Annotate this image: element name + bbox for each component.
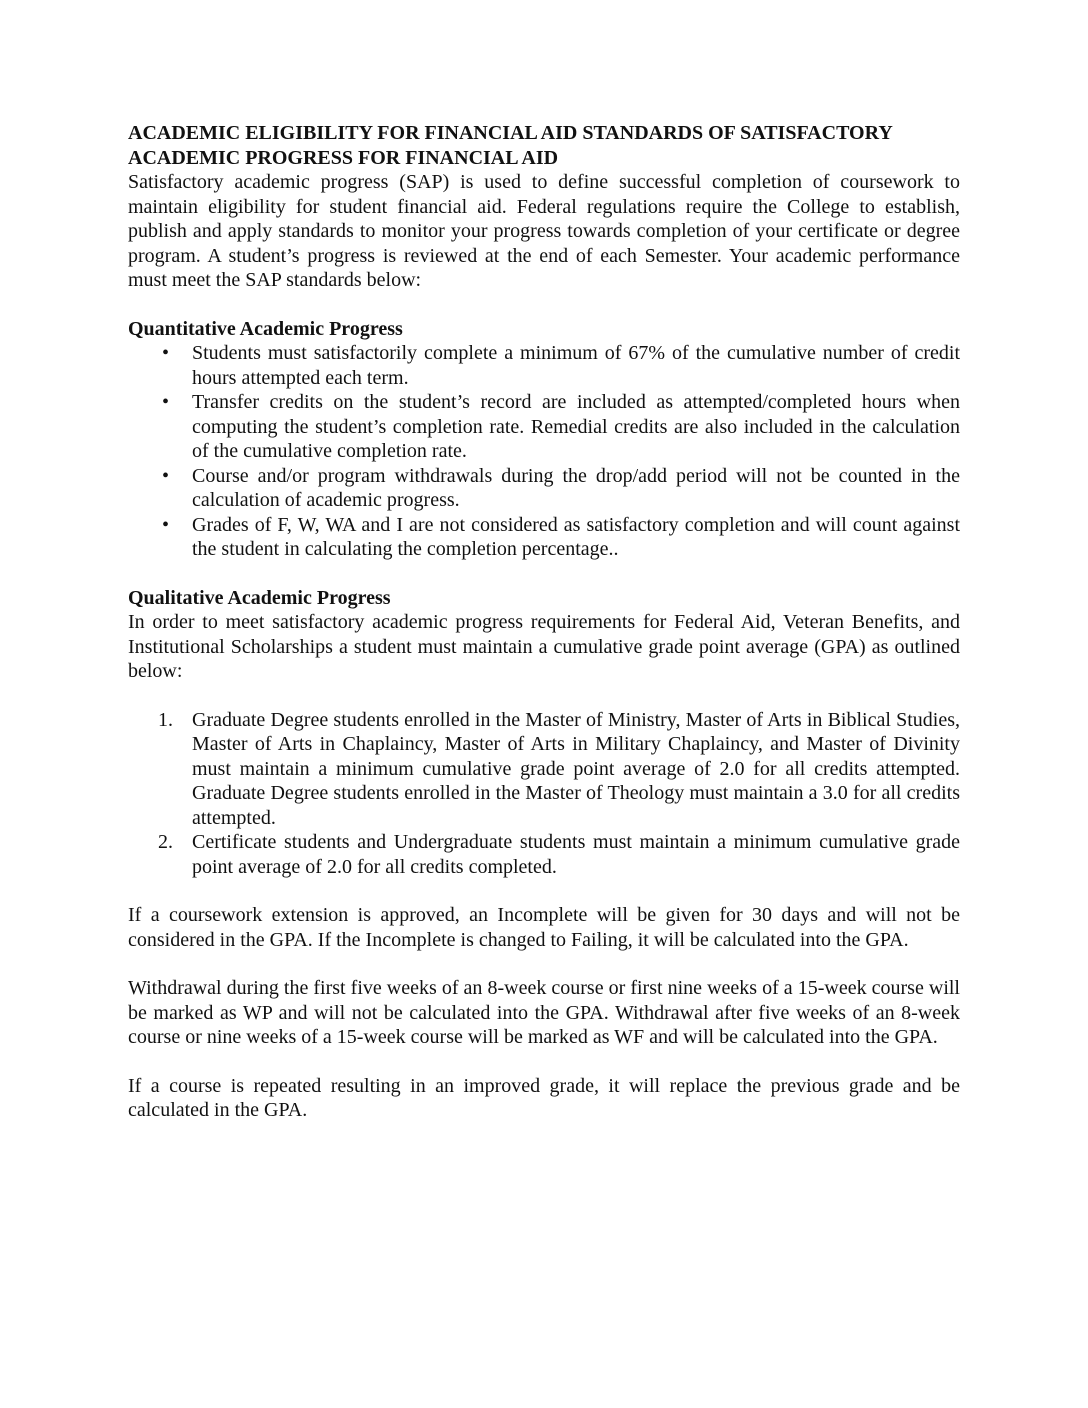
bullet-icon: •	[162, 391, 170, 413]
list-item-text: Course and/or program withdrawals during the drop/add period will not be counted in the calculation of academic progress.	[192, 464, 960, 511]
bullet-icon: •	[162, 464, 170, 487]
list-item	[128, 830, 960, 879]
quantitative-heading: Quantitative Academic Progress	[128, 317, 403, 340]
list-item	[128, 708, 960, 831]
spacer	[128, 879, 960, 903]
list-item-text: Certificate students and Undergraduate students must maintain a minimum cumulative grade point average of 2.0 for all credits completed.	[192, 831, 960, 878]
list-number: 2.	[158, 831, 173, 853]
incomplete-paragraph: If a coursework extension is approved, an Incomplete will be given for 30 days and will not be considered in the GPA. If the Incomplete is changed to Failing, it will be calculated into the GPA.	[128, 904, 960, 951]
withdrawal-paragraph: Withdrawal during the first five weeks of an 8-week course or first nine weeks of a 15-week course will be marked as WP and will not be calculated into the GPA. Withdrawal after five weeks of an 8-week course or nine weeks of a 15-week course will be marked as WF and will be calculated into the GPA.	[128, 977, 960, 1048]
qualitative-list	[128, 708, 960, 880]
spacer	[128, 952, 960, 976]
quantitative-list	[128, 341, 960, 562]
spacer	[128, 562, 960, 586]
list-item-text: Students must satisfactorily complete a minimum of 67% of the cumulative number of credit hours attempted each term.	[192, 342, 960, 389]
list-item	[128, 341, 960, 390]
spacer	[128, 293, 960, 317]
list-item	[128, 513, 960, 562]
bullet-icon: •	[162, 342, 170, 364]
list-item-text: Graduate Degree students enrolled in the Master of Ministry, Master of Arts in Biblical Studies, Master of Arts in Chaplaincy, Master of Arts in Military Chaplaincy, and Master of Divinity must maintain a minimum cumulative grade point average of 2.0 for all credits attempted. Graduate Degree students enrolled in the Master of Theology must maintain a 3.0 for all credits attempted.	[192, 708, 960, 829]
spacer	[128, 1050, 960, 1074]
document-page	[128, 121, 960, 1123]
repeat-paragraph: If a course is repeated resulting in an improved grade, it will replace the previous grade and be calculated in the GPA.	[128, 1074, 960, 1121]
intro-paragraph: Satisfactory academic progress (SAP) is used to define successful completion of coursework to maintain eligibility for student financial aid. Federal regulations require the College to establish, publish and apply standards to monitor your progress towards completion of your certificate or degree program. A student’s progress is reviewed at the end of each Semester. Your academic performance must meet the SAP standards below:	[128, 171, 960, 291]
document-title: ACADEMIC ELIGIBILITY FOR FINANCIAL AID STANDARDS OF SATISFACTORY ACADEMIC PROGRESS FOR FINANCIAL AID	[128, 122, 893, 169]
qualitative-heading: Qualitative Academic Progress	[128, 586, 391, 609]
list-item	[128, 390, 960, 464]
list-item-text: Transfer credits on the student’s record are included as attempted/completed hours when computing the student’s completion rate. Remedial credits are also included in the calculation of the cumulative completion rate.	[192, 391, 960, 462]
bullet-icon: •	[162, 513, 170, 536]
list-item-text: Grades of F, W, WA and I are not considered as satisfactory completion and will count against the student in calculating the completion percentage..	[192, 513, 960, 560]
list-item	[128, 464, 960, 513]
spacer	[128, 684, 960, 708]
qualitative-intro: In order to meet satisfactory academic progress requirements for Federal Aid, Veteran Benefits, and Institutional Scholarships a student must maintain a cumulative grade point average (GPA) as outlined below:	[128, 611, 960, 682]
list-number: 1.	[158, 708, 173, 731]
